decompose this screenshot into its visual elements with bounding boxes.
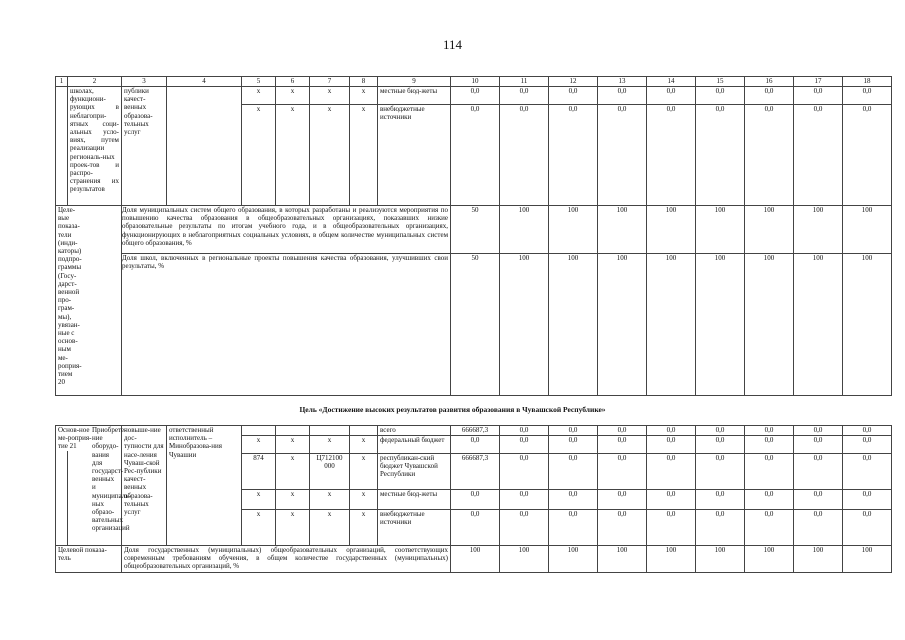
- value-cell: 100: [745, 254, 794, 396]
- value-cell: 100: [794, 206, 843, 254]
- table-cell: [310, 426, 350, 436]
- value-cell: 0,0: [451, 510, 500, 546]
- value-cell: 100: [598, 206, 647, 254]
- value-cell: 100: [794, 254, 843, 396]
- value-cell: 0,0: [500, 436, 549, 454]
- value-cell: 0,0: [843, 426, 892, 436]
- value-cell: 100: [500, 254, 549, 396]
- col-header: 7: [310, 77, 350, 87]
- table-cell: [56, 87, 68, 206]
- value-cell: 100: [598, 254, 647, 396]
- value-cell: 100: [451, 546, 500, 573]
- value-cell: 0,0: [843, 105, 892, 206]
- value-cell: 0,0: [647, 490, 696, 510]
- value-cell: 100: [549, 206, 598, 254]
- value-cell: 100: [500, 546, 549, 573]
- goal-heading: Цель «Достижение высоких результатов развития образования в Чувашской Республике»: [299, 405, 606, 414]
- table-cell: x: [310, 490, 350, 510]
- indicators-label-text: Целе-вые показа-тели (инди-каторы) подпро-граммы (Госу-дарст-венной про-грам-мы), увязан-ные с основ-ным ме-роприя-тием 20: [58, 206, 82, 387]
- value-cell: 50: [451, 206, 500, 254]
- value-cell: 0,0: [843, 510, 892, 546]
- column-numbers-row: [56, 77, 892, 87]
- value-cell: 100: [843, 546, 892, 573]
- indicator-text: Доля школ, включенных в региональные проекты повышения качества образования, улучшивших свои результаты, %: [122, 254, 451, 396]
- value-cell: 0,0: [549, 105, 598, 206]
- value-cell: 0,0: [745, 454, 794, 490]
- col-header: 5: [242, 77, 276, 87]
- value-cell: 0,0: [647, 436, 696, 454]
- col-header: 3: [122, 77, 167, 87]
- value-cell: 0,0: [794, 454, 843, 490]
- table-cell: x: [276, 510, 310, 546]
- value-cell: 0,0: [549, 436, 598, 454]
- col-header: 15: [696, 77, 745, 87]
- value-cell: 0,0: [598, 426, 647, 436]
- value-cell: 0,0: [696, 436, 745, 454]
- col-header: 14: [647, 77, 696, 87]
- table-cell: x: [350, 87, 378, 105]
- value-cell: 0,0: [598, 105, 647, 206]
- page-number: 114: [442, 37, 463, 52]
- value-cell: 0,0: [696, 454, 745, 490]
- value-cell: 0,0: [794, 87, 843, 105]
- value-cell: 100: [549, 546, 598, 573]
- value-cell: 0,0: [451, 87, 500, 105]
- table-cell: x: [276, 436, 310, 454]
- table-cell: x: [276, 87, 310, 105]
- value-cell: 0,0: [500, 426, 549, 436]
- value-cell: 0,0: [696, 426, 745, 436]
- value-cell: 0,0: [549, 87, 598, 105]
- value-cell: 0,0: [696, 490, 745, 510]
- table-cell: [167, 87, 242, 206]
- value-cell: 100: [696, 254, 745, 396]
- value-cell: 0,0: [794, 510, 843, 546]
- col-header: 6: [276, 77, 310, 87]
- value-cell: 0,0: [794, 490, 843, 510]
- value-cell: 0,0: [549, 426, 598, 436]
- value-cell: 0,0: [549, 490, 598, 510]
- value-cell: 0,0: [647, 87, 696, 105]
- value-cell: 0,0: [745, 105, 794, 206]
- value-cell: 0,0: [500, 105, 549, 206]
- value-cell: 0,0: [500, 490, 549, 510]
- value-cell: 0,0: [598, 87, 647, 105]
- indicator-text: Доля муниципальных систем общего образования, в которых разработаны и реализуются мероприятия по повышению качества образования в общеобразовательных организациях, показавших низкие образовательные результаты по итогам учебного года, и в общеобразовательных организациях, функционирующих в неблагоприятных социальных условиях, в общем количестве муниципальных систем общего образования, %: [122, 206, 451, 254]
- value-cell: 666687,3: [451, 426, 500, 436]
- value-cell: 0,0: [598, 454, 647, 490]
- table-cell: x: [310, 105, 350, 206]
- value-cell: 0,0: [794, 105, 843, 206]
- table-cell: x: [276, 490, 310, 510]
- table-row: [56, 87, 892, 105]
- table-cell: x: [350, 510, 378, 546]
- value-cell: 100: [843, 254, 892, 396]
- measure-number: [56, 426, 92, 546]
- funding-source: федеральный бюджет: [378, 436, 451, 454]
- indicator-row: [56, 546, 892, 573]
- value-cell: 0,0: [745, 426, 794, 436]
- table-cell: x: [350, 454, 378, 490]
- value-cell: 100: [647, 254, 696, 396]
- value-cell: 0,0: [598, 510, 647, 546]
- value-cell: 0,0: [451, 436, 500, 454]
- table-cell: x: [310, 510, 350, 546]
- value-cell: 100: [598, 546, 647, 573]
- col-header: 16: [745, 77, 794, 87]
- table-cell: x: [276, 105, 310, 206]
- col-header: 10: [451, 77, 500, 87]
- value-cell: 100: [647, 546, 696, 573]
- table-cell: x: [350, 490, 378, 510]
- value-cell: 0,0: [794, 426, 843, 436]
- value-cell: 0,0: [549, 454, 598, 490]
- col-header: 11: [500, 77, 549, 87]
- value-cell: 0,0: [843, 454, 892, 490]
- table-cell: [276, 426, 310, 436]
- col-header: 2: [68, 77, 122, 87]
- measure-description: школах, функциони-рующих в неблагопри-ятных соци-альных усло-виях, путем реализации региональ-ных проек-тов и распро-странения их результатов: [68, 87, 122, 206]
- table-cell: x: [242, 105, 276, 206]
- value-cell: 0,0: [549, 510, 598, 546]
- funding-source: республикан-ский бюджет Чувашской Республики: [378, 454, 451, 490]
- col-header: 1: [56, 77, 68, 87]
- indicator-text: Доля государственных (муниципальных) общеобразовательных организаций, соответствующих современным требованиям обучения, в общем количестве государственных (муниципальных) общеобразовательных организаций, %: [122, 546, 451, 573]
- value-cell: 0,0: [598, 436, 647, 454]
- col-header: 9: [378, 77, 451, 87]
- value-cell: 0,0: [647, 105, 696, 206]
- value-cell: 0,0: [745, 436, 794, 454]
- table-cell: x: [350, 436, 378, 454]
- funding-source: всего: [378, 426, 451, 436]
- funding-source: внебюджетные источники: [378, 105, 451, 206]
- value-cell: 100: [843, 206, 892, 254]
- value-cell: 50: [451, 254, 500, 396]
- table-row: [56, 426, 892, 436]
- value-cell: 100: [745, 206, 794, 254]
- table-cell: x: [350, 105, 378, 206]
- indicator-label: Целевой показа-тель: [56, 546, 122, 573]
- funding-source: местные бюд-жеты: [378, 490, 451, 510]
- col-header: 4: [167, 77, 242, 87]
- value-cell: 0,0: [843, 87, 892, 105]
- funding-source: местные бюд-жеты: [378, 87, 451, 105]
- value-cell: 100: [745, 546, 794, 573]
- measure-goal: повыше-ние дос-тупности для насе-ления Чуваш-ской Рес-публики качест-венных образова-тельных услуг: [122, 426, 167, 546]
- value-cell: 100: [696, 206, 745, 254]
- value-cell: 100: [647, 206, 696, 254]
- table-cell: [242, 426, 276, 436]
- value-cell: 0,0: [696, 510, 745, 546]
- value-cell: 0,0: [745, 87, 794, 105]
- table-cell: x: [242, 87, 276, 105]
- value-cell: 0,0: [500, 510, 549, 546]
- indicator-row: [56, 254, 892, 396]
- col-header: 8: [350, 77, 378, 87]
- table-cell: x: [310, 436, 350, 454]
- value-cell: 100: [794, 546, 843, 573]
- budget-table-lower: [55, 425, 892, 573]
- measure-goal: публики качест-венных образова-тельных услуг: [122, 87, 167, 206]
- value-cell: 100: [549, 254, 598, 396]
- col-header: 13: [598, 77, 647, 87]
- table-cell: x: [276, 454, 310, 490]
- table-cell: 874: [242, 454, 276, 490]
- value-cell: 0,0: [647, 454, 696, 490]
- value-cell: 0,0: [794, 436, 843, 454]
- indicator-row: [56, 206, 892, 254]
- table-cell: x: [242, 436, 276, 454]
- value-cell: 0,0: [451, 105, 500, 206]
- table-cell: x: [310, 87, 350, 105]
- value-cell: 0,0: [843, 490, 892, 510]
- col-header: 12: [549, 77, 598, 87]
- table-cell: [350, 426, 378, 436]
- value-cell: 0,0: [451, 490, 500, 510]
- indicators-label: [56, 206, 122, 396]
- col-header: 17: [794, 77, 843, 87]
- value-cell: 0,0: [696, 105, 745, 206]
- measure-number-text: Основ-ное ме-роприя-тие 21: [58, 426, 92, 451]
- value-cell: 0,0: [598, 490, 647, 510]
- value-cell: 0,0: [647, 426, 696, 436]
- value-cell: 0,0: [696, 87, 745, 105]
- value-cell: 666687,3: [451, 454, 500, 490]
- col-header: 18: [843, 77, 892, 87]
- value-cell: 0,0: [500, 87, 549, 105]
- value-cell: 0,0: [843, 436, 892, 454]
- measure-name: Приобрете-ние оборудо-вания для государст-венных и муниципаль-ных образо-вательных организаций: [68, 426, 122, 546]
- budget-table-upper: [55, 76, 892, 396]
- responsible-executor: ответственный исполнитель – Минобразова-ния Чувашии: [167, 426, 242, 546]
- value-cell: 100: [696, 546, 745, 573]
- value-cell: 0,0: [745, 510, 794, 546]
- funding-source: внебюджетные источники: [378, 510, 451, 546]
- value-cell: 0,0: [647, 510, 696, 546]
- table-cell: Ц712100 000: [310, 454, 350, 490]
- table-cell: x: [242, 490, 276, 510]
- table-cell: x: [242, 510, 276, 546]
- value-cell: 0,0: [745, 490, 794, 510]
- value-cell: 0,0: [500, 454, 549, 490]
- value-cell: 100: [500, 206, 549, 254]
